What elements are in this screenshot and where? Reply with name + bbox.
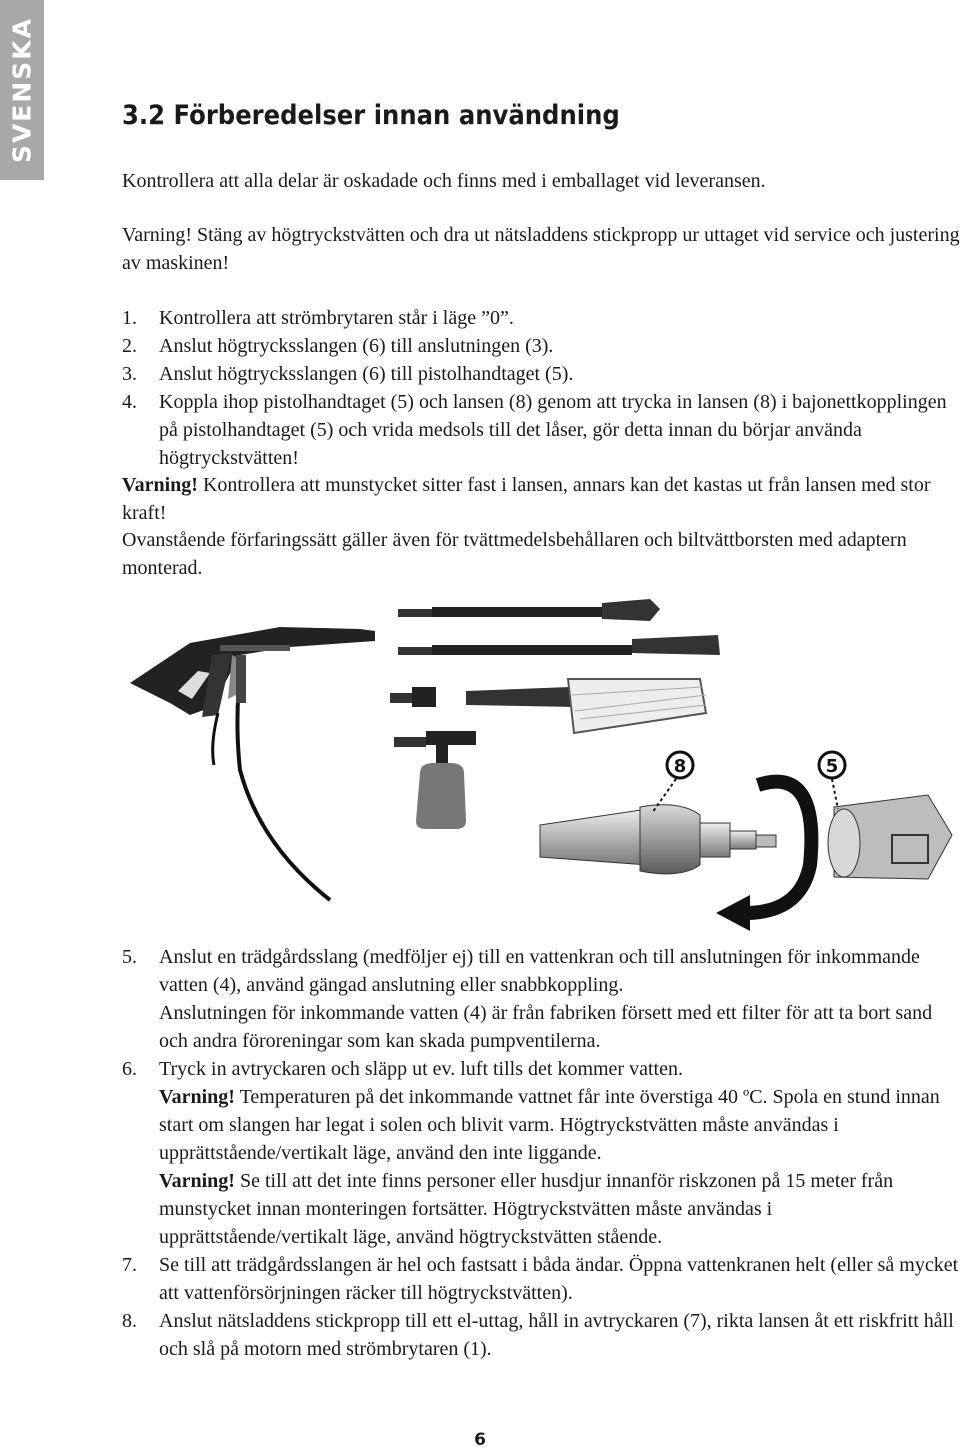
lance-with-nozzle-icon — [398, 599, 660, 621]
language-tab — [0, 0, 44, 180]
step-number: 6. — [122, 1058, 137, 1080]
callout-handle — [819, 752, 845, 809]
step-number: 1. — [122, 307, 137, 329]
assembly-illustration — [120, 595, 960, 935]
page-number: 6 — [474, 1430, 486, 1450]
step-number: 2. — [122, 335, 137, 357]
step-7 — [122, 1251, 960, 1307]
detergent-bottle-icon — [394, 731, 476, 829]
language-tab-label: SVENSKA — [7, 16, 37, 164]
step-6 — [122, 1055, 960, 1251]
step-number: 4. — [122, 391, 137, 413]
step-8 — [122, 1307, 960, 1363]
warning-label: Varning! — [122, 474, 198, 496]
step-5 — [122, 943, 960, 1055]
step-text: Anslut högtrycksslangen (6) till pistolhandtaget (5). — [159, 363, 574, 385]
warning-text: Kontrollera att munstycket sitter fast i lansen, annars kan det kastas ut från lansen med stor kraft! — [122, 474, 931, 524]
warning-label: Varning! — [159, 1170, 235, 1192]
spray-gun-icon — [130, 627, 375, 717]
service-warning: Varning! Stäng av högtryckstvätten och dra ut nätsladdens stickpropp ur uttaget vid service och justering av maskinen! — [122, 224, 960, 274]
step-text: Kontrollera att strömbrytaren står i läge ”0”. — [159, 307, 514, 329]
warning-label: Varning! — [159, 1086, 235, 1108]
procedure-note: Ovanstående förfaringssätt gäller även för tvättmedelsbehållaren och biltvättborsten med adaptern monterad. — [122, 529, 907, 579]
warning-text: Se till att det inte finns personer eller husdjur innanför riskzonen på 15 meter från munstycket innan monteringen fortsätter. Högtryckstvätten måste användas i upprättstående/vertikalt läge, använd högtryckstvätten stående. — [159, 1170, 894, 1248]
intro-paragraph: Kontrollera att alla delar är oskadade och finns med i emballaget vid leveransen. — [122, 170, 766, 192]
callout-label: 8 — [673, 756, 687, 777]
step-text: Se till att trädgårdsslangen är hel och fastsatt i båda ändar. Öppna vattenkranen helt (eller så mycket att vattenförsörjningen räcker till högtryckstvätten). — [159, 1254, 959, 1304]
step-text: Koppla ihop pistolhandtaget (5) och lansen (8) genom att trycka in lansen (8) i bajonettkopplingen på pistolhandtaget (5) och vrida medsols till det låser, gör detta innan du börjar använda högtryckstvätten! — [159, 391, 947, 469]
callout-lance — [652, 752, 693, 813]
temperature-warning — [159, 1083, 960, 1167]
step-number: 3. — [122, 363, 137, 385]
step-number: 7. — [122, 1254, 137, 1276]
step-text: Anslut högtrycksslangen (6) till anslutningen (3). — [159, 335, 554, 357]
step-2 — [122, 332, 960, 360]
step-4 — [122, 388, 960, 472]
warning-text: Temperaturen på det inkommande vattnet får inte överstiga 40 ºC. Spola en stund innan start om slangen har legat i solen och blivit varm. Högtryckstvätten måste användas i upprättstående/vertikalt läge, använd den inte liggande. — [159, 1086, 940, 1164]
risk-zone-warning — [159, 1167, 960, 1251]
section-heading: 3.2 Förberedelser innan användning — [122, 100, 620, 131]
callout-label: 5 — [825, 756, 839, 777]
step-number: 5. — [122, 946, 137, 968]
step-number: 8. — [122, 1310, 137, 1332]
bayonet-coupling-icon — [540, 795, 952, 879]
step-3 — [122, 360, 960, 388]
step-text: Anslut en trädgårdsslang (medföljer ej) till en vattenkran och till anslutningen för inkommande vatten (4), använd gängad anslutning eller snabbkoppling. — [159, 946, 920, 996]
step-note: Anslutningen för inkommande vatten (4) är från fabriken försett med ett filter för att ta bort sand och andra föroreningar som kan skada pumpventilerna. — [159, 1002, 933, 1052]
step-1 — [122, 304, 960, 332]
car-wash-brush-icon — [390, 679, 706, 733]
lance-icon — [398, 635, 720, 655]
nozzle-warning — [122, 471, 960, 527]
step-text: Tryck in avtryckaren och släpp ut ev. luft tills det kommer vatten. — [159, 1058, 683, 1080]
step-text: Anslut nätsladdens stickpropp till ett el-uttag, håll in avtryckaren (7), rikta lansen åt ett riskfritt håll och slå på motorn med strömbrytaren (1). — [159, 1310, 954, 1360]
